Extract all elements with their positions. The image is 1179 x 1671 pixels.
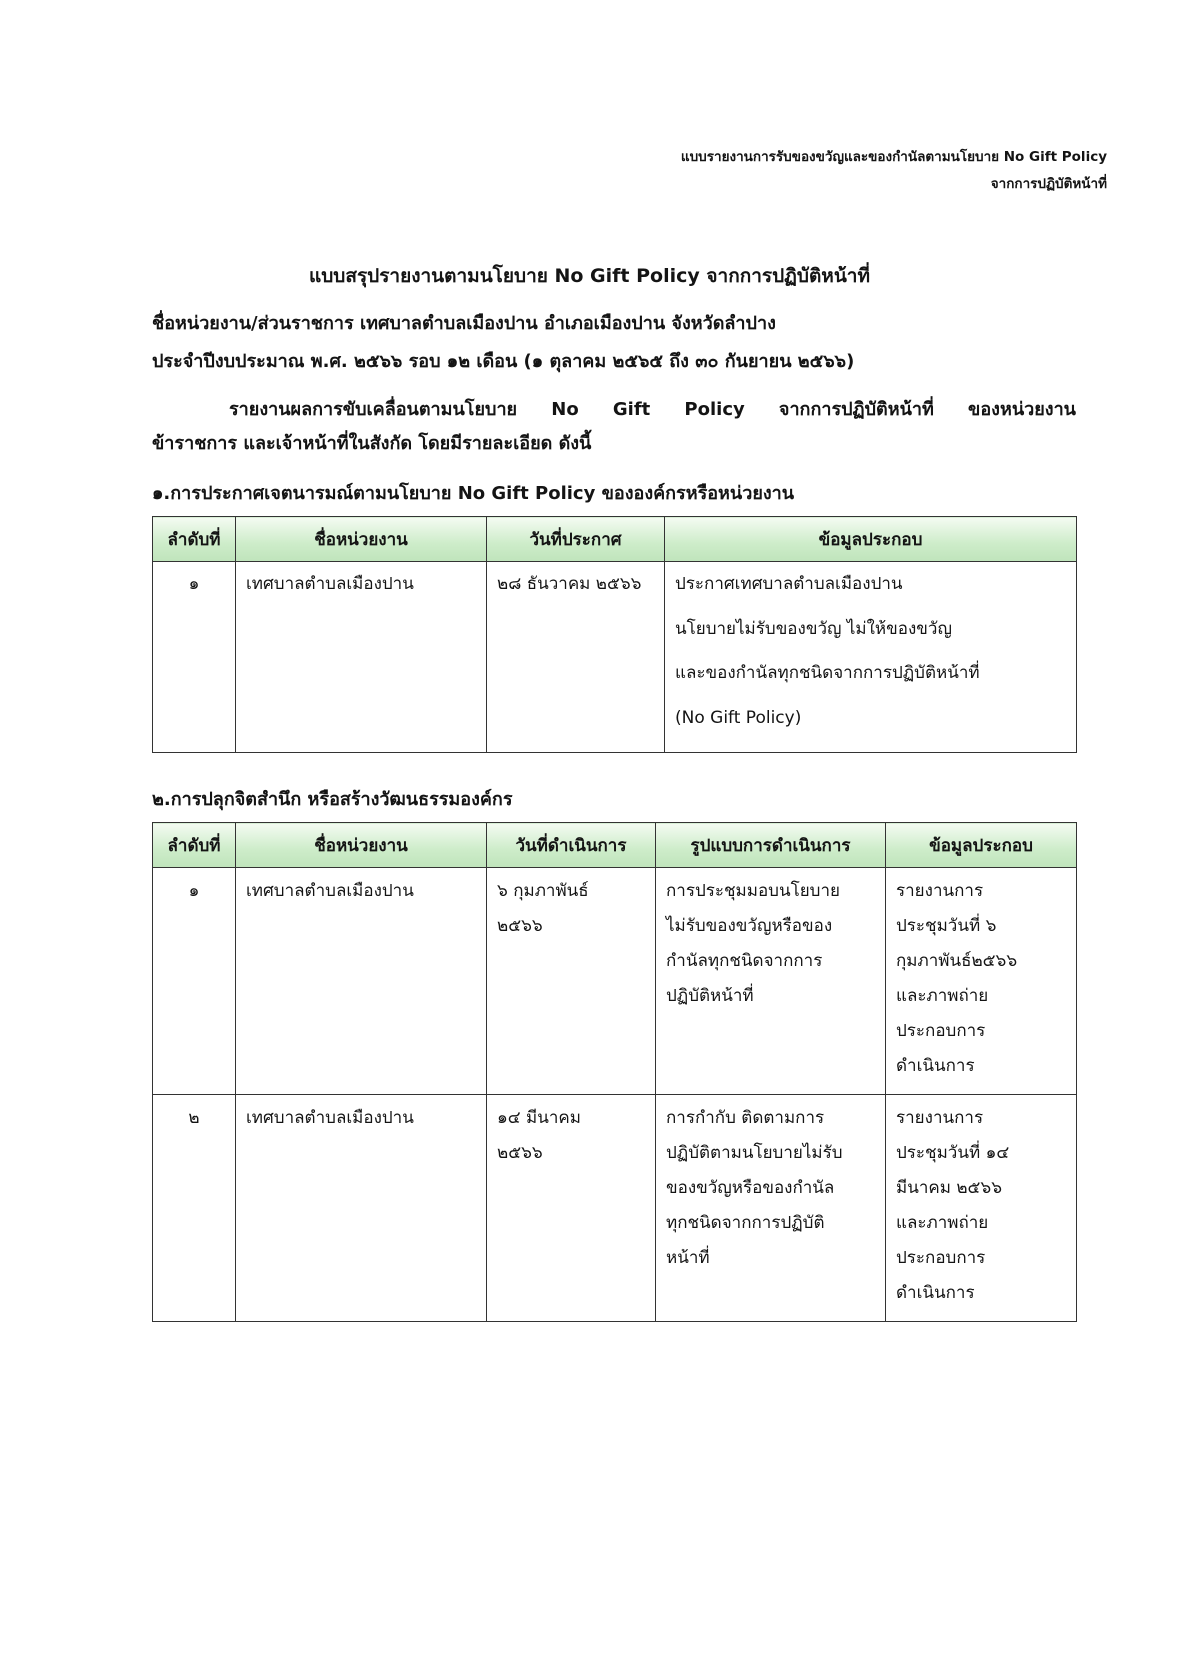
table-header-row [153, 823, 1077, 868]
info-line: กุมภาพันธ์๒๕๖๖ [896, 951, 1018, 971]
info-line: ประกาศเทศบาลตำบลเมืองปาน [675, 574, 903, 594]
info-line: ประกอบการ [896, 1021, 986, 1041]
agency-name: เทศบาลตำบลเมืองปาน [236, 1095, 487, 1322]
section-1-heading: ๑.การประกาศเจตนารมณ์ตามนโยบาย No Gift Policy ขององค์กรหรือหน่วยงาน [152, 483, 795, 504]
form-header [681, 144, 1107, 198]
agency-name: เทศบาลตำบลเมืองปาน [236, 562, 487, 753]
date-line: ๒๕๖๖ [497, 1143, 543, 1163]
column-header: ข้อมูลประกอบ [886, 823, 1077, 868]
table-row [153, 562, 1077, 753]
format-line: การประชุมมอบนโยบาย [666, 881, 840, 901]
date-line: ๒๕๖๖ [497, 916, 543, 936]
info-line: ประชุมวันที่ ๑๔ [896, 1143, 1010, 1163]
intro-line-2: ข้าราชการ และเจ้าหน้าที่ในสังกัด โดยมีรายละเอียด ดังนี้ [152, 433, 592, 454]
table-row [153, 868, 1077, 1095]
column-header: วันที่ดำเนินการ [487, 823, 656, 868]
info-line: นโยบายไม่รับของขวัญ ไม่ให้ของขวัญ [675, 618, 952, 639]
date-line: ๑๔ มีนาคม [497, 1108, 582, 1128]
column-header: ชื่อหน่วยงาน [236, 517, 487, 562]
activity-date [487, 1095, 656, 1322]
agency-name: เทศบาลตำบลเมืองปาน [236, 868, 487, 1095]
intro-line-1: รายงานผลการขับเคลื่อนตามนโยบาย No Gift Policy จากการปฏิบัติหน้าที่ ของหน่วยงาน [229, 399, 1076, 420]
info-line: รายงานการ [896, 1108, 984, 1128]
announcement-date: ๒๘ ธันวาคม ๒๕๖๖ [487, 562, 665, 753]
format-line: ทุกชนิดจากการปฏิบัติ [666, 1213, 825, 1233]
column-header: ลำดับที่ [153, 517, 236, 562]
format-line: หน้าที่ [666, 1248, 710, 1268]
table-header-row [153, 517, 1077, 562]
format-line: ปฏิบัติตามนโยบายไม่รับ [666, 1143, 843, 1163]
info-line: (No Gift Policy) [675, 707, 802, 728]
agency-line: ชื่อหน่วยงาน/ส่วนราชการ เทศบาลตำบลเมืองปาน อำเภอเมืองปาน จังหวัดลำปาง [152, 313, 776, 334]
info-line: มีนาคม ๒๕๖๖ [896, 1178, 1003, 1198]
row-number: ๑ [153, 868, 236, 1095]
row-number: ๑ [153, 562, 236, 753]
format-line: การกำกับ ติดตามการ [666, 1108, 825, 1128]
supporting-info [886, 868, 1077, 1095]
format-line: ของขวัญหรือของกำนัล [666, 1178, 835, 1198]
row-number: ๒ [153, 1095, 236, 1322]
info-line: และภาพถ่าย [896, 986, 989, 1006]
column-header: ข้อมูลประกอบ [665, 517, 1077, 562]
column-header: ชื่อหน่วยงาน [236, 823, 487, 868]
info-line: และภาพถ่าย [896, 1213, 989, 1233]
form-header-line-2: จากการปฏิบัติหน้าที่ [990, 176, 1107, 192]
announcement-table [152, 516, 1077, 753]
format-line: ปฏิบัติหน้าที่ [666, 986, 754, 1006]
supporting-info [886, 1095, 1077, 1322]
format-line: กำนัลทุกชนิดจากการ [666, 951, 823, 971]
fiscal-year-line: ประจำปีงบประมาณ พ.ศ. ๒๕๖๖ รอบ ๑๒ เดือน (๑ ตุลาคม ๒๕๖๕ ถึง ๓๐ กันยายน ๒๕๖๖) [152, 351, 855, 372]
awareness-table [152, 822, 1077, 1322]
table-row [153, 1095, 1077, 1322]
form-header-line-1: แบบรายงานการรับของขวัญและของกำนัลตามนโยบาย No Gift Policy [680, 149, 1107, 165]
column-header: รูปแบบการดำเนินการ [656, 823, 886, 868]
activity-format [656, 868, 886, 1095]
intro-paragraph [152, 393, 1076, 461]
info-line: ประชุมวันที่ ๖ [896, 916, 997, 936]
column-header: ลำดับที่ [153, 823, 236, 868]
document-title: แบบสรุปรายงานตามนโยบาย No Gift Policy จากการปฏิบัติหน้าที่ [308, 265, 871, 287]
activity-format [656, 1095, 886, 1322]
info-line: รายงานการ [896, 881, 984, 901]
supporting-info [665, 562, 1077, 753]
activity-date [487, 868, 656, 1095]
column-header: วันที่ประกาศ [487, 517, 665, 562]
info-line: ดำเนินการ [896, 1056, 975, 1076]
info-line: ดำเนินการ [896, 1283, 975, 1303]
info-line: ประกอบการ [896, 1248, 986, 1268]
format-line: ไม่รับของขวัญหรือของ [666, 916, 833, 936]
section-2-heading: ๒.การปลุกจิตสำนึก หรือสร้างวัฒนธรรมองค์กร [152, 789, 513, 810]
date-line: ๖ กุมภาพันธ์ [497, 881, 589, 901]
info-line: และของกำนัลทุกชนิดจากการปฏิบัติหน้าที่ [675, 663, 980, 683]
